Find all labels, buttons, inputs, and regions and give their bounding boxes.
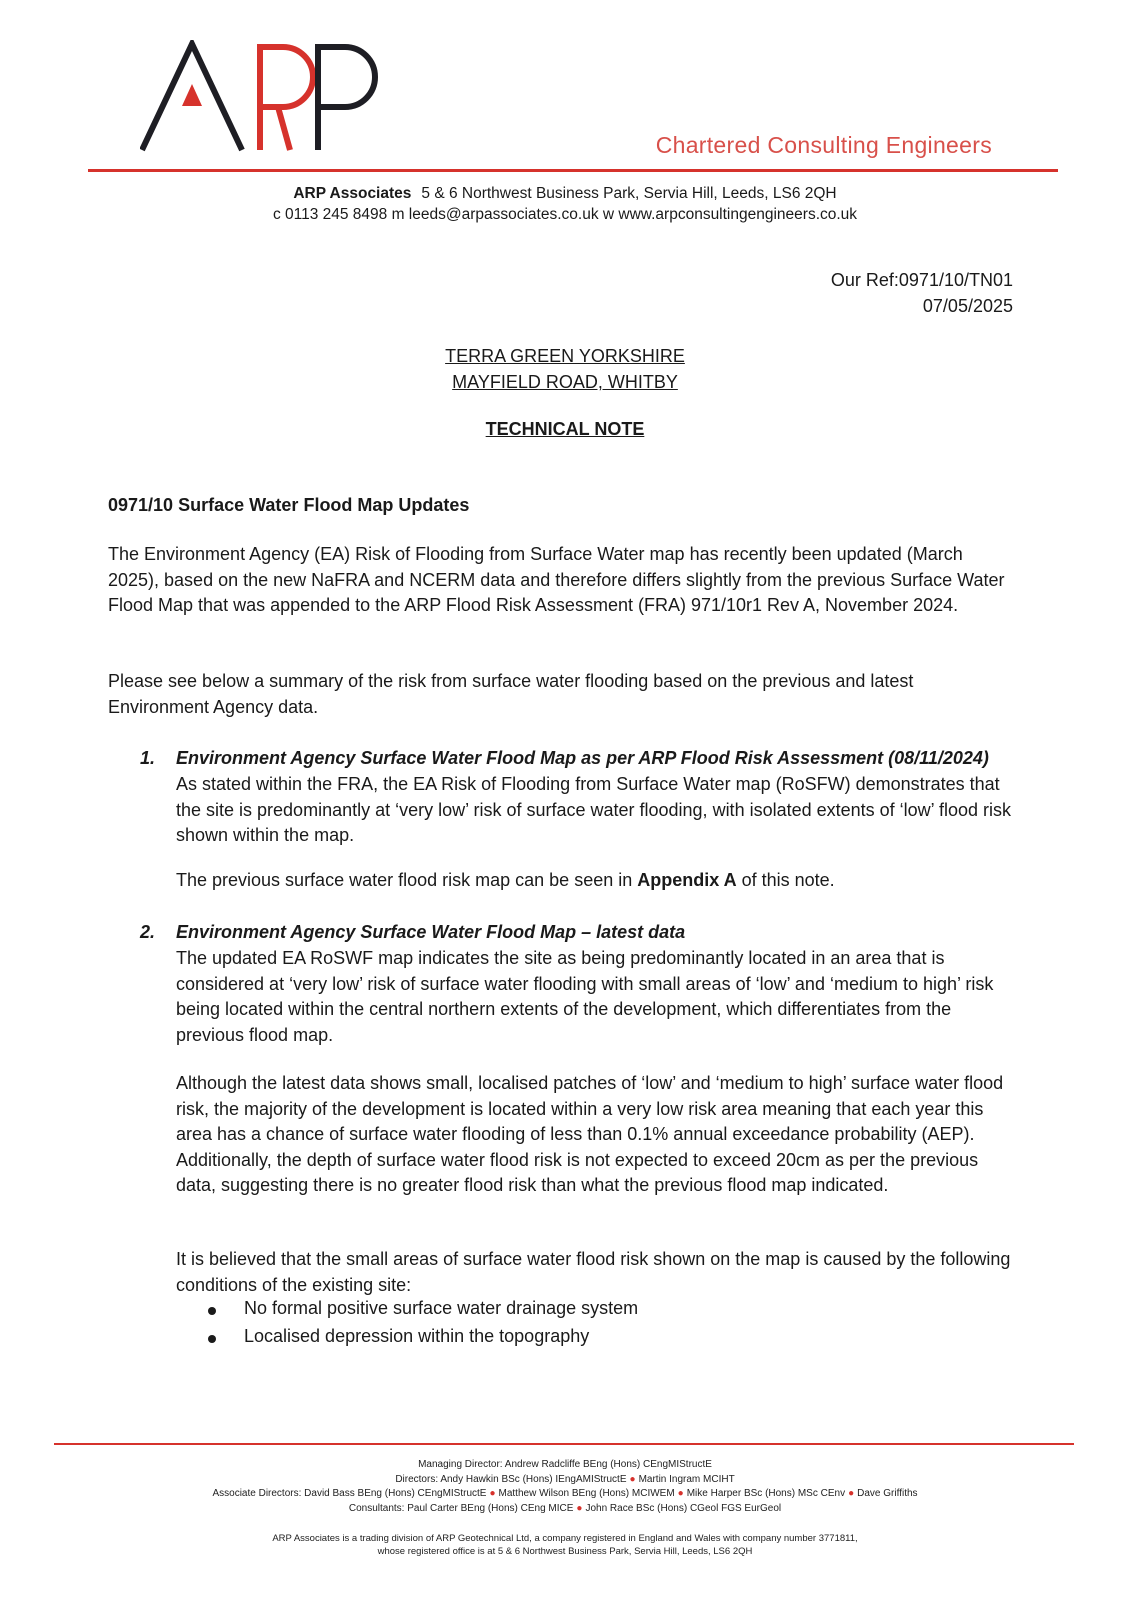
bullet-icon xyxy=(208,1335,216,1343)
project-title xyxy=(0,343,1130,395)
arp-logo xyxy=(140,40,385,152)
company-registration-2: whose registered office is at 5 & 6 Northwest Business Park, Servia Hill, Leeds, LS6 2QH xyxy=(377,1546,753,1557)
associate: David Bass BEng (Hons) CEngMIStructE xyxy=(304,1488,487,1499)
section-2-text-2: Although the latest data shows small, localised patches of ‘low’ and ‘medium to high’ surface water flood risk, the majority of the development is located within a very low risk area meaning that each year this area has a chance of surface water flooding of less than 0.1% annual exceedance probability (AEP). Additionally, the depth of surface water flood risk is not expected to exceed 20cm as per the previous data, suggesting there is no greater flood risk than what the previous flood map indicated. xyxy=(176,1073,1004,1196)
company-street: 5 & 6 Northwest Business Park, Servia Hill, Leeds, LS6 2QH xyxy=(421,185,837,202)
our-ref: Our Ref:0971/10/TN01 xyxy=(830,270,1013,290)
appendix-link-text: Appendix A xyxy=(637,870,737,890)
director: Martin Ingram MCIHT xyxy=(638,1473,735,1485)
section-2-number: 2. xyxy=(140,922,156,942)
managing-director: Managing Director: Andrew Radcliffe BEng (Hons) CEngMIStructE xyxy=(418,1459,712,1470)
company-registration-1: ARP Associates is a trading division of ARP Geotechnical Ltd, a company registered in England and Wales with company number 3771811, xyxy=(272,1533,858,1544)
directors-label: Directors: xyxy=(395,1473,441,1485)
section-1-title: Environment Agency Surface Water Flood Map as per ARP Flood Risk Assessment (08/11/2024) xyxy=(176,748,989,768)
footer-divider xyxy=(54,1443,1074,1445)
consultant: John Race BSc (Hons) CGeol FGS EurGeol xyxy=(585,1502,782,1514)
company-name: ARP Associates xyxy=(293,185,412,202)
associates-line: Associate Directors: David Bass BEng (Hons) CEngMIStructE ● Matthew Wilson BEng (Hons) MCIWEM ● Mike Harper BSc (Hons) MSc CEnv ● Dave Griffiths xyxy=(212,1488,918,1499)
summary-paragraph: Please see below a summary of the risk from surface water flooding based on the previous and latest Environment Agency data. xyxy=(108,671,914,717)
project-line-2: MAYFIELD ROAD, WHITBY xyxy=(452,372,678,392)
associate: Mike Harper BSc (Hons) MSc CEnv xyxy=(686,1488,846,1499)
company-address xyxy=(0,185,1130,203)
associate: Dave Griffiths xyxy=(857,1488,918,1499)
bullet-icon xyxy=(208,1307,216,1315)
note-heading: 0971/10 Surface Water Flood Map Updates xyxy=(108,495,470,515)
section-2-title: Environment Agency Surface Water Flood Map – latest data xyxy=(176,922,686,942)
header-divider xyxy=(88,169,1058,172)
consultant: Paul Carter BEng (Hons) CEng MICE xyxy=(407,1502,574,1514)
director: Andy Hawkin BSc (Hons) IEngAMIStructE xyxy=(440,1473,627,1485)
associate: Matthew Wilson BEng (Hons) MCIWEM xyxy=(498,1488,675,1499)
company-contact: c 0113 245 8498 m leeds@arpassociates.co.uk w www.arpconsultingengineers.co.uk xyxy=(272,206,858,223)
intro-paragraph: The Environment Agency (EA) Risk of Flooding from Surface Water map has recently been updated (March 2025), based on the new NaFRA and NCERM data and therefore differs slightly from the previous Surface Water Flood Map that was appended to the ARP Flood Risk Assessment (FRA) 971/10r1 Rev A, November 2024. xyxy=(108,544,1005,616)
associates-label: Associate Directors: xyxy=(212,1488,305,1499)
tagline: Chartered Consulting Engineers xyxy=(655,132,992,158)
section-1-number: 1. xyxy=(140,748,156,768)
appendix-text-before: The previous surface water flood risk map can be seen in xyxy=(176,870,638,890)
document-date: 07/05/2025 xyxy=(922,296,1013,316)
consultants-label: Consultants: xyxy=(348,1502,408,1514)
list-item-text: Localised depression within the topography xyxy=(244,1326,590,1346)
project-line-1: TERRA GREEN YORKSHIRE xyxy=(445,346,685,366)
footer-company-info xyxy=(0,1532,1130,1558)
list-item-text: No formal positive surface water drainage system xyxy=(244,1298,639,1318)
appendix-text-after: of this note. xyxy=(736,870,835,890)
section-1-appendix-ref xyxy=(176,868,1016,894)
section-1-text: As stated within the FRA, the EA Risk of Flooding from Surface Water map (RoSFW) demonstrates that the site is predominantly at ‘very low’ risk of surface water flooding, with isolated extents of ‘low’ flood risk shown within the map. xyxy=(176,774,1012,846)
directors-line: Directors: Andy Hawkin BSc (Hons) IEngAMIStructE ● Martin Ingram MCIHT xyxy=(395,1473,735,1485)
section-2-text-1: The updated EA RoSWF map indicates the site as being predominantly located in an area that is considered at ‘very low’ risk of surface water flooding with small areas of ‘low’ and ‘medium to high’ risk being located within the central northern extents of the development, which differentiates from the previous flood map. xyxy=(176,948,994,1045)
reference-block xyxy=(831,267,1013,319)
section-2-text-3: It is believed that the small areas of surface water flood risk shown on the map is caused by the following conditions of the existing site: xyxy=(176,1249,1011,1295)
footer-directors xyxy=(0,1458,1130,1516)
document-type: TECHNICAL NOTE xyxy=(485,419,645,439)
consultants-line: Consultants: Paul Carter BEng (Hons) CEng MICE ● John Race BSc (Hons) CGeol FGS EurGeol xyxy=(348,1502,782,1514)
